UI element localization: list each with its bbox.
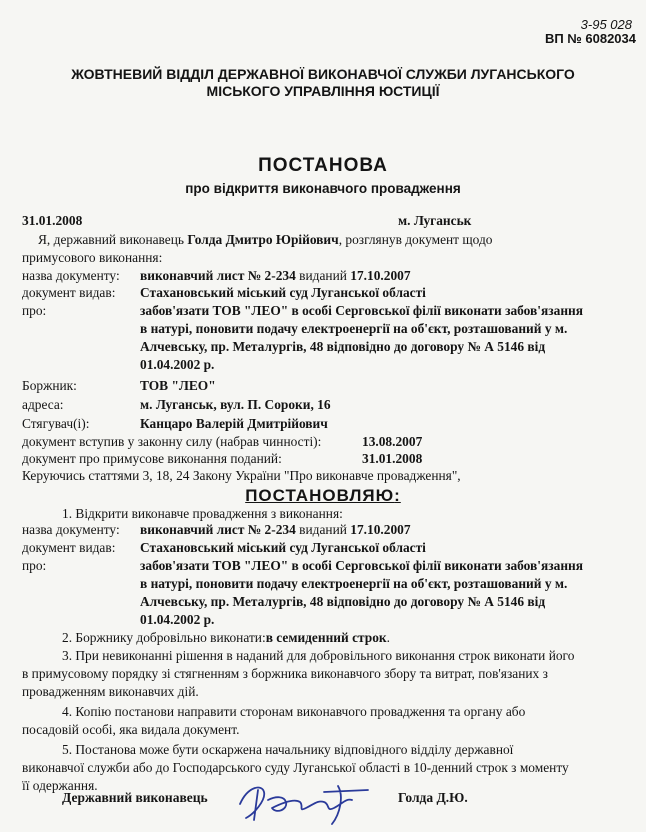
header-line-1: ЖОВТНЕВИЙ ВІДДІЛ ДЕРЖАВНОЇ ВИКОНАВЧОЇ СЛУЖБИ ЛУГАНСЬКОГО <box>71 66 575 82</box>
creditor-value: Канцаро Валерій Дмитрійович <box>140 416 328 431</box>
issuer-value: Стахановський міський суд Луганської області <box>140 285 426 300</box>
address-label: адреса: <box>22 397 64 412</box>
about-line: 01.04.2002 р. <box>140 357 215 372</box>
doc-name-value-2: виконавчий лист № 2-234 виданий 17.10.2007 <box>140 522 411 537</box>
address-value: м. Луганськ, вул. П. Сороки, 16 <box>140 397 331 412</box>
guided-by-text: Керуючись статтями 3, 18, 24 Закону України "Про виконавче провадження", <box>22 468 461 483</box>
document-subtitle: про відкриття виконавчого провадження <box>185 181 461 196</box>
item-2: 2. Боржнику добровільно виконати:в семиденний строк. <box>62 630 390 645</box>
item-3-line: в примусовому порядку зі стягненням з боржника виконавчого збору та витрат, пов'язаних з <box>22 666 548 681</box>
doc-name-label: назва документу: <box>22 268 120 283</box>
effective-date: 13.08.2007 <box>362 434 423 449</box>
about-line-2: 01.04.2002 р. <box>140 612 215 627</box>
header-line-2: МІСЬКОГО УПРАВЛІННЯ ЮСТИЦІЇ <box>206 83 440 99</box>
document-city: м. Луганськ <box>398 213 472 228</box>
submitted-label: документ про примусове виконання поданий: <box>22 451 282 466</box>
submitted-date: 31.01.2008 <box>362 451 423 466</box>
item-5-line: виконавчої служби або до Господарського суду Луганської області в 10-денний строк з моменту <box>22 760 569 775</box>
item-5-line: 5. Постанова може бути оскаржена начальнику відповідного відділу державної <box>62 742 514 757</box>
signature-name: Голда Д.Ю. <box>398 790 468 805</box>
issuer-value-2: Стахановський міський суд Луганської області <box>140 540 426 555</box>
item-1: 1. Відкрити виконавче провадження з виконання: <box>62 506 343 521</box>
item-3-line: 3. При невиконанні рішення в наданий для добровільного виконання строк виконати його <box>62 648 575 663</box>
about-line-2: Алчевську, пр. Металургів, 48 відповідно до договору № А 5146 від <box>140 594 546 609</box>
debtor-label: Боржник: <box>22 378 77 393</box>
about-label: про: <box>22 303 47 318</box>
doc-name-label-2: назва документу: <box>22 522 120 537</box>
issuer-label-2: документ видав: <box>22 540 116 555</box>
about-line-2: в натурі, поновити подачу електроенергії на об'єкт, розташований у м. <box>140 576 568 591</box>
executor-name: Голда Дмитро Юрійович <box>187 232 339 247</box>
doc-name-value: виконавчий лист № 2-234 виданий 17.10.2007 <box>140 268 411 283</box>
handwritten-doc-number: 3-95 028 <box>580 17 632 32</box>
handwritten-signature <box>228 778 378 826</box>
about-line: в натурі, поновити подачу електроенергії на об'єкт, розташований у м. <box>140 321 568 336</box>
signature-label: Державний виконавець <box>62 790 208 805</box>
document-date: 31.01.2008 <box>22 213 83 228</box>
about-label-2: про: <box>22 558 47 573</box>
issuer-label: документ видав: <box>22 285 116 300</box>
debtor-value: ТОВ "ЛЕО" <box>140 378 216 393</box>
about-line-2: забов'язати ТОВ "ЛЕО" в особі Сергoвської філії виконати забов'язання <box>140 558 583 573</box>
intro-line-1: Я, державний виконавець Голда Дмитро Юрійович, розглянув документ щодо <box>38 232 493 247</box>
effective-label: документ вступив у законну силу (набрав чинності): <box>22 434 322 449</box>
about-line: забов'язати ТОВ "ЛЕО" в особі Сергoвської філії виконати забов'язання <box>140 303 583 318</box>
item-4-line: посадовій особі, яка видала документ. <box>22 722 240 737</box>
item-5-line: її одержання. <box>22 778 98 793</box>
resolve-heading: ПОСТАНОВЛЯЮ: <box>245 486 401 505</box>
intro-line-2: примусового виконання: <box>22 250 163 265</box>
item-3-line: провадженням виконавчих дій. <box>22 684 199 699</box>
doc-number: ВП № 6082034 <box>544 31 636 46</box>
about-line: Алчевську, пр. Металургів, 48 відповідно до договору № А 5146 від <box>140 339 546 354</box>
creditor-label: Стягувач(і): <box>22 416 90 431</box>
item-4-line: 4. Копію постанови направити сторонам виконавчого провадження та органу або <box>62 704 526 719</box>
document-title: ПОСТАНОВА <box>258 155 388 176</box>
